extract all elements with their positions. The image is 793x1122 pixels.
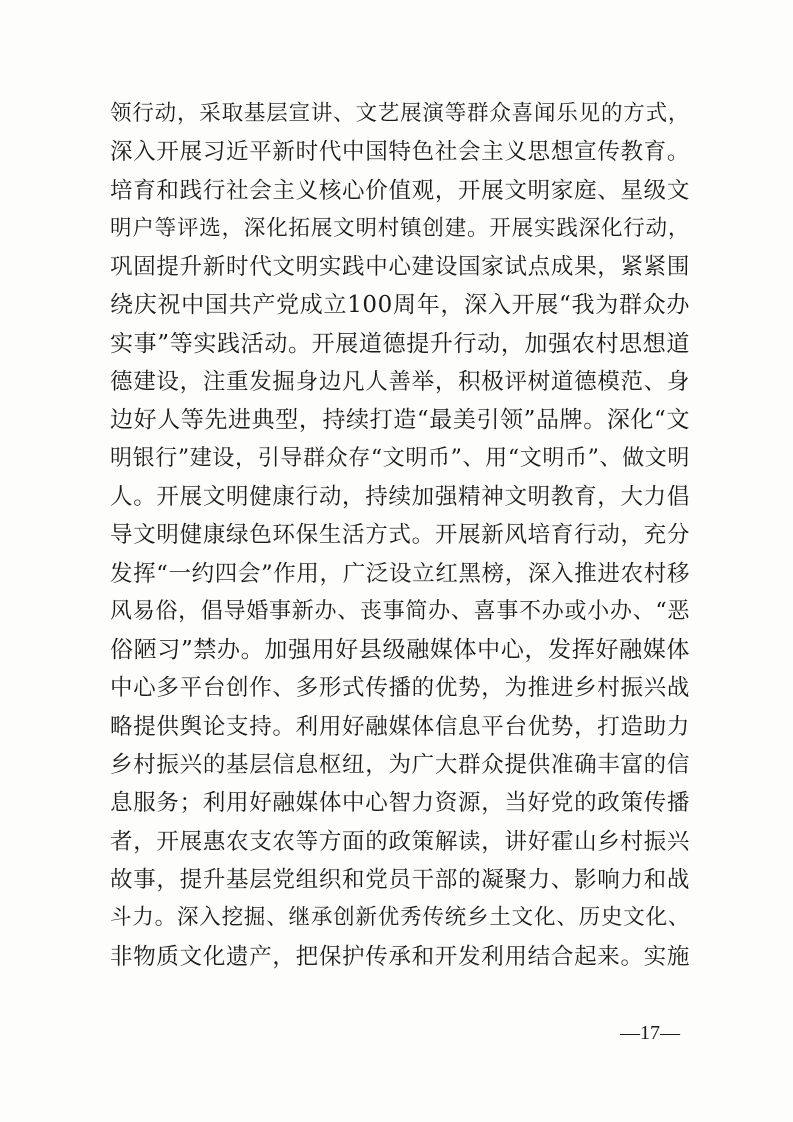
page-number: —17— bbox=[620, 1022, 680, 1044]
text-line: 故事，提升基层党组织和党员干部的凝聚力、影响力和战 bbox=[110, 866, 690, 893]
text-line: 中心多平台创作、多形式传播的优势，为推进乡村振兴战 bbox=[110, 675, 690, 702]
text-line: 风易俗，倡导婚事新办、丧事简办、喜事不办或小办、“恶 bbox=[110, 598, 690, 624]
text-line: 明户等评选，深化拓展文明村镇创建。开展实践深化行动， bbox=[110, 215, 690, 241]
text-line: 息服务；利用好融媒体中心智力资源，当好党的政策传播 bbox=[110, 790, 690, 817]
text-line: 明银行”建设，引导群众存“文明币”、用“文明币”、做文明 bbox=[110, 445, 690, 471]
text-line: 培育和践行社会主义核心价值观，开展文明家庭、星级文 bbox=[110, 177, 690, 204]
text-line: 人。开展文明健康行动，持续加强精神文明教育，大力倡 bbox=[110, 483, 690, 510]
body-text bbox=[110, 95, 690, 976]
text-line: 巩固提升新时代文明实践中心建设国家试点成果，紧紧围 bbox=[110, 254, 690, 281]
text-line: 领行动，采取基层宣讲、文艺展演等群众喜闻乐见的方式， bbox=[110, 101, 690, 126]
text-line: 边好人等先进典型，持续打造“最美引领”品牌。深化“文 bbox=[110, 407, 690, 434]
text-line: 非物质文化遗产，把保护传承和开发利用结合起来。实施 bbox=[110, 943, 690, 970]
text-line: 斗力。深入挖掘、继承创新优秀传统乡土文化、历史文化、 bbox=[110, 905, 690, 931]
text-line: 深入开展习近平新时代中国特色社会主义思想宣传教育。 bbox=[110, 139, 690, 166]
text-line: 略提供舆论支持。利用好融媒体信息平台优势，打造助力 bbox=[110, 713, 690, 740]
text-line: 者，开展惠农支农等方面的政策解读，讲好霍山乡村振兴 bbox=[110, 828, 690, 855]
text-line: 德建设，注重发掘身边凡人善举，积极评树道德模范、身 bbox=[110, 369, 690, 396]
text-line: 导文明健康绿色环保生活方式。开展新风培育行动，充分 bbox=[110, 522, 690, 549]
text-line: 实事”等实践活动。开展道德提升行动，加强农村思想道 bbox=[110, 330, 690, 357]
text-line: 发挥“一约四会”作用，广泛设立红黑榜，深入推进农村移 bbox=[110, 560, 690, 587]
text-line: 绕庆祝中国共产党成立100周年，深入开展“我为群众办 bbox=[110, 292, 690, 319]
text-line: 俗陋习”禁办。加强用好县级融媒体中心，发挥好融媒体 bbox=[110, 637, 690, 664]
text-line: 乡村振兴的基层信息枢纽，为广大群众提供准确丰富的信 bbox=[110, 752, 690, 779]
